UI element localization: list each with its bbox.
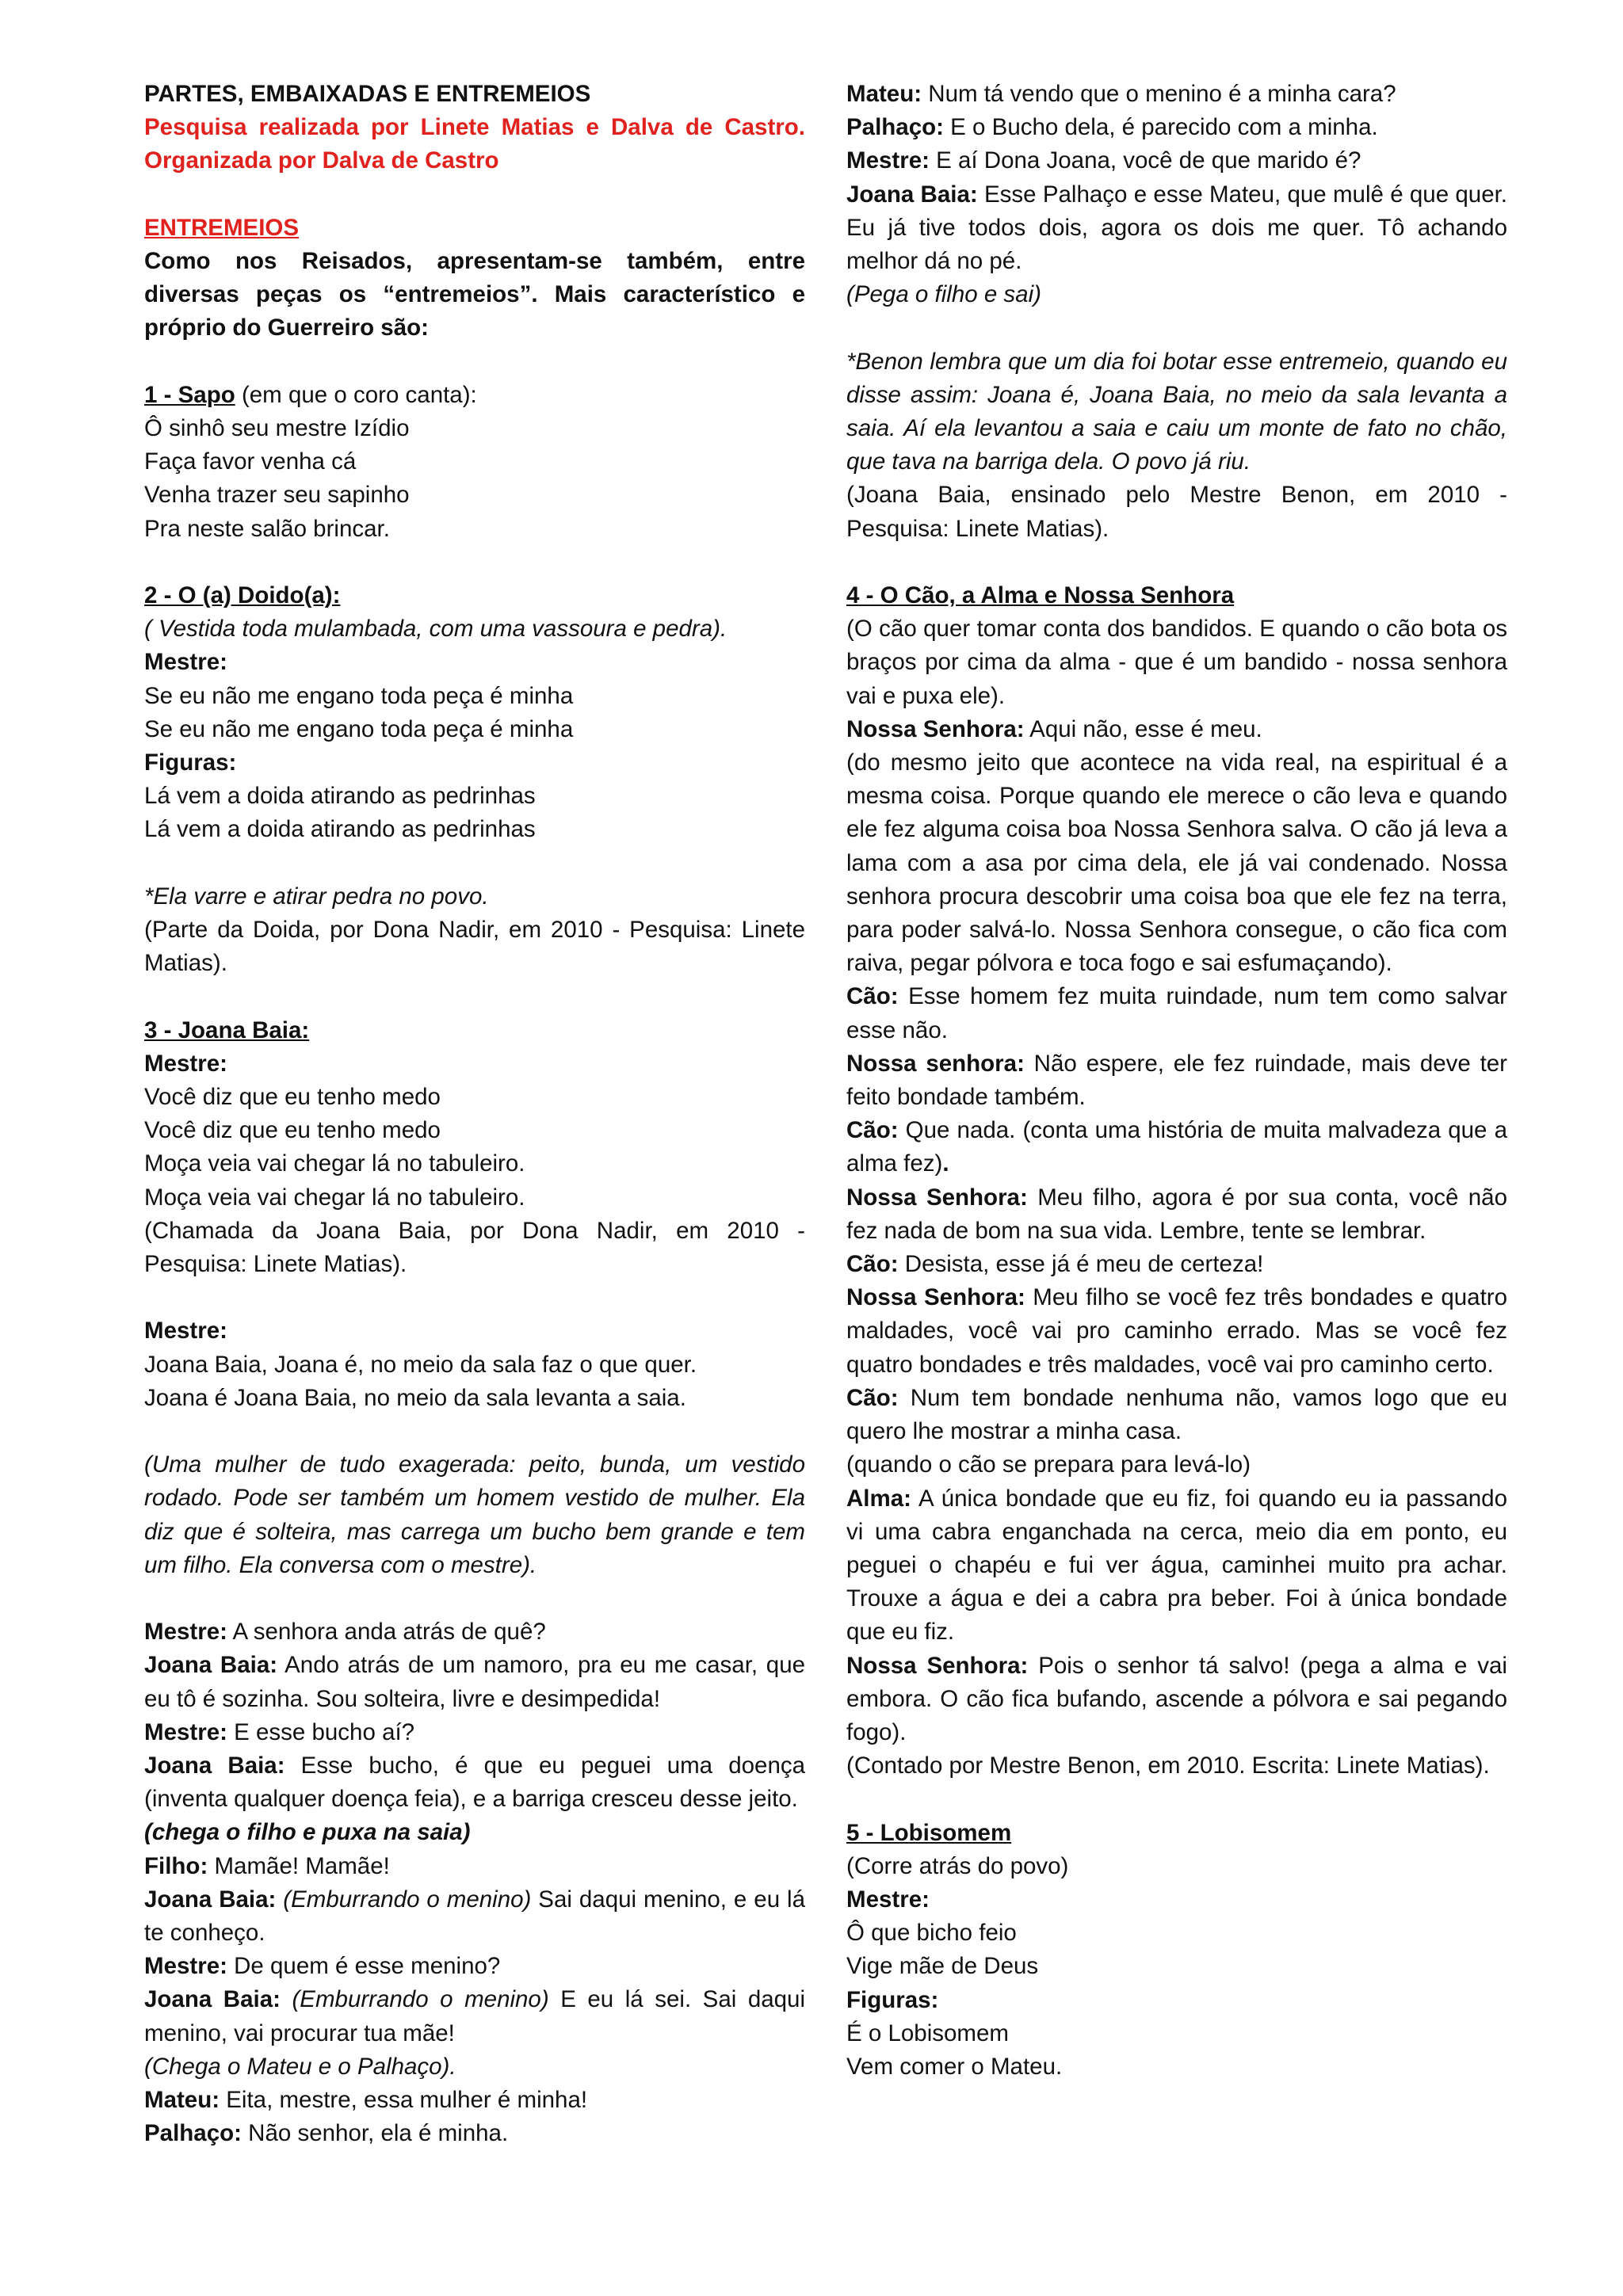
document-title: PARTES, EMBAIXADAS E ENTREMEIOS (144, 81, 591, 107)
sapo-verse-line: Venha trazer seu sapinho (144, 482, 410, 509)
dialogue-text: Esse Palhaço e esse Mateu, que mulê é que quer. Eu já tive todos dois, agora os dois me quer. Tô achando melhor dá no pé. (846, 181, 1508, 275)
speaker-label: Palhaço: (846, 114, 944, 141)
sapo-title-note: (em que o coro canta): (235, 381, 477, 408)
doido-verse-line: Lá vem a doida atirando as pedrinhas (144, 783, 536, 810)
speaker-label: Nossa Senhora: (846, 1184, 1028, 1211)
lobisomem-verse-line: É o Lobisomem (846, 2019, 1009, 2046)
lobisomem-verse-line: Vige mãe de Deus (846, 1953, 1039, 1980)
stage-direction: (chega o filho e puxa na saia) (144, 1819, 471, 1846)
dialogue-line (846, 1114, 1507, 1180)
dialogue-text: E esse bucho aí? (227, 1718, 415, 1745)
speaker-label: Alma: (846, 1485, 911, 1512)
stage-direction: (Chega o Mateu e o Palhaço). (144, 2053, 456, 2080)
speaker-label: Mateu: (144, 2087, 220, 2114)
speaker-label: Joana Baia: (144, 1753, 285, 1779)
joana-mestre-label: Mestre: (144, 1050, 227, 1077)
speaker-label: Mestre: (144, 1619, 227, 1646)
sapo-title: 1 - Sapo (144, 381, 235, 408)
lobisomem-mestre-label: Mestre: (846, 1886, 930, 1913)
lobisomem-verse-line: Vem comer o Mateu. (846, 2053, 1063, 2080)
dialogue-line (144, 1950, 805, 1983)
dialogue-line (846, 1650, 1507, 1750)
dialogue-line (144, 2117, 805, 2150)
doido-costume: ( Vestida toda mulambada, com uma vassoura e pedra). (144, 616, 727, 643)
dialogue-text: Mamãe! Mamãe! (208, 1852, 390, 1879)
speaker-label: Cão: (846, 1384, 899, 1411)
cao-source: (Contado por Mestre Benon, em 2010. Escrita: Linete Matias). (846, 1753, 1490, 1779)
speaker-label: Joana Baia: (144, 1652, 278, 1679)
speaker-label: Mestre: (144, 1953, 227, 1980)
lobisomem-verse-line: Ô que bicho feio (846, 1920, 1017, 1947)
left-column (144, 78, 805, 2150)
stage-direction: (quando o cão se prepara para levá-lo) (846, 1451, 1251, 1478)
dialogue-line (846, 713, 1507, 746)
speaker-label: Nossa Senhora: (846, 715, 1025, 742)
joana-title: 3 - Joana Baia: (144, 1016, 310, 1043)
speaker-label: Joana Baia: (144, 1886, 277, 1913)
speaker-label: Mestre: (846, 147, 930, 174)
lobisomem-title: 5 - Lobisomem (846, 1819, 1012, 1846)
dialogue-line (846, 1047, 1507, 1114)
right-column (846, 78, 1507, 2084)
doido-verse-line: Se eu não me engano toda peça é minha (144, 682, 574, 709)
dialogue-line (846, 111, 1507, 144)
dialogue-line (846, 1281, 1507, 1382)
dialogue-text: Não espere, ele fez ruindade, mais deve ter feito bondade também. (846, 1050, 1507, 1111)
dialogue-line (144, 1850, 805, 1883)
section-heading: ENTREMEIOS (144, 214, 300, 241)
speaker-label: Nossa Senhora: (846, 1284, 1025, 1311)
dialogue-line (846, 78, 1507, 111)
dialogue-line (846, 1181, 1507, 1248)
dialogue-text: Ando atrás de um namoro, pra eu me casar, que eu tô é sozinha. Sou solteira, livre e desimpedida! (144, 1652, 806, 1712)
benon-source: (Joana Baia, ensinado pelo Mestre Benon, em 2010 - Pesquisa: Linete Matias). (846, 482, 1507, 542)
joana-verse-line: Joana Baia, Joana é, no meio da sala faz o que quer. (144, 1351, 697, 1378)
speaker-label: Cão: (846, 1117, 899, 1144)
dialogue-text: E aí Dona Joana, você de que marido é? (929, 147, 1361, 174)
dialogue-line (144, 1983, 805, 2050)
speaker-label: Cão: (846, 983, 899, 1010)
sapo-verse-line: Pra neste salão brincar. (144, 515, 390, 542)
dialogue-text: Esse homem fez muita ruindade, num tem como salvar esse não. (846, 983, 1507, 1043)
joana-verse-line: Moça veia vai chegar lá no tabuleiro. (144, 1184, 525, 1211)
speaker-label: Filho: (144, 1852, 208, 1879)
dialogue-line (846, 1248, 1507, 1281)
doido-title: 2 - O (a) Doido(a): (144, 582, 341, 608)
sapo-verse-line: Ô sinhô seu mestre Izídio (144, 415, 410, 441)
dialogue-text: Não senhor, ela é minha. (241, 2120, 509, 2147)
section-intro: Como nos Reisados, apresentam-se também, entre diversas peças os “entremeios”. Mais característico e próprio do Guerreiro são: (144, 248, 805, 341)
dialogue-line (846, 1482, 1507, 1650)
dialogue-line (846, 178, 1507, 279)
dialogue-text: E eu lá sei. Sai daqui menino, vai procurar tua mãe! (144, 1986, 806, 2046)
cao-title: 4 - O Cão, a Alma e Nossa Senhora (846, 582, 1235, 609)
joana-description: (Uma mulher de tudo exagerada: peito, bunda, um vestido rodado. Pode ser também um homem vestido de mulher. Ela diz que é solteira, mas carrega um bucho bem grande e tem um filho. Ela conversa com o mestre). (144, 1451, 805, 1578)
dialogue-text: De quem é esse menino? (227, 1953, 501, 1980)
dialogue-text: Desista, esse já é meu de certeza! (898, 1251, 1264, 1278)
dialogue-text: Num tá vendo que o menino é a minha cara? (922, 81, 1396, 107)
joana-verse-line: Moça veia vai chegar lá no tabuleiro. (144, 1150, 525, 1177)
research-credit: Pesquisa realizada por Linete Matias e Dalva de Castro. Organizada por Dalva de Castro (144, 114, 805, 174)
stage-direction: (Pega o filho e sai) (846, 281, 1041, 308)
dialogue-text: E o Bucho dela, é parecido com a minha. (943, 114, 1378, 141)
speaker-label: Nossa senhora: (846, 1050, 1025, 1077)
dialogue-line (144, 1615, 805, 1649)
dialogue-text: Meu filho, agora é por sua conta, você não fez nada de bom na sua vida. Lembre, tente se lembrar. (846, 1184, 1507, 1244)
dialogue-line (144, 1649, 805, 1715)
dialogue-text: Esse bucho, é que eu peguei uma doença (inventa qualquer doença feia), e a barriga cresceu desse jeito. (144, 1753, 806, 1813)
cao-explanation: (do mesmo jeito que acontece na vida real, na espiritual é a mesma coisa. Porque quando ele merece o cão leva e quando ele fez alguma coisa boa Nossa Senhora salva. O cão já leva a lama com a asa por cima dela, ele já vai condenado. Nossa senhora procura descobrir uma coisa boa que ele fez na terra, para poder salvá-lo. Nossa Senhora consegue, o cão fica com raiva, pegar pólvora e toca fogo e sai esfumaçando). (846, 749, 1507, 977)
speaker-label: Joana Baia: (144, 1986, 281, 2013)
sapo-heading (144, 379, 805, 412)
dialogue-line (846, 1382, 1507, 1448)
cao-intro: (O cão quer tomar conta dos bandidos. E quando o cão bota os braços por cima da alma - que é um bandido - nossa senhora vai e puxa ele). (846, 616, 1507, 709)
dialogue-line (846, 144, 1507, 177)
dialogue-text: Que nada. (conta uma história de muita malvadeza que a alma fez) (846, 1117, 1507, 1177)
dialogue-text: Num tem bondade nenhuma não, vamos logo que eu quero lhe mostrar a minha casa. (846, 1384, 1507, 1445)
speaker-label: Mestre: (144, 1718, 227, 1745)
dialogue-end: . (942, 1150, 949, 1177)
joana-chamada-source: (Chamada da Joana Baia, por Dona Nadir, em 2010 - Pesquisa: Linete Matias). (144, 1217, 805, 1278)
dialogue-line (144, 1749, 805, 1816)
dialogue-line (144, 1883, 805, 1950)
doido-note: *Ela varre e atirar pedra no povo. (144, 883, 489, 910)
lobisomem-figuras-label: Figuras: (846, 1986, 939, 2013)
dialogue-aside: (Emburrando o menino) (276, 1886, 532, 1913)
dialogue-line (144, 2084, 805, 2117)
dialogue-text: Eita, mestre, essa mulher é minha! (220, 2087, 588, 2114)
dialogue-text: Aqui não, esse é meu. (1024, 715, 1262, 742)
dialogue-text: A única bondade que eu fiz, foi quando eu ia passando vi uma cabra enganchada na cerca, meio dia em ponto, eu peguei o chapéu e fui ver água, caminhei muito pra achar. Trouxe a água e dei a cabra pra beber. Foi à única bondade que eu fiz. (846, 1485, 1507, 1646)
speaker-label: Joana Baia: (846, 181, 978, 208)
doido-verse-line: Se eu não me engano toda peça é minha (144, 715, 574, 742)
dialogue-text: Pois o senhor tá salvo! (pega a alma e vai embora. O cão fica bufando, ascende a pólvora e sai pegando fogo). (846, 1652, 1507, 1745)
dialogue-line (846, 980, 1507, 1047)
stage-direction: (Corre atrás do povo) (846, 1852, 1069, 1879)
doido-figuras-label: Figuras: (144, 749, 237, 776)
joana-verse-line: Você diz que eu tenho medo (144, 1117, 441, 1144)
speaker-label: Mateu: (846, 81, 922, 107)
doido-source: (Parte da Doida, por Dona Nadir, em 2010 - Pesquisa: Linete Matias). (144, 917, 805, 977)
benon-note: *Benon lembra que um dia foi botar esse entremeio, quando eu disse assim: Joana é, Joana Baia, no meio da sala levanta a saia. Aí ela levantou a saia e caiu um monte de fato no chão, que tava na barriga dela. O povo já riu. (846, 348, 1507, 475)
dialogue-line (144, 1716, 805, 1749)
speaker-label: Nossa Senhora: (846, 1652, 1029, 1679)
dialogue-text: Sai daqui menino, e eu lá te conheço. (144, 1886, 806, 1947)
speaker-label: Palhaço: (144, 2120, 242, 2147)
dialogue-text: Meu filho se você fez três bondades e quatro maldades, você vai pro caminho errado. Mas se você fez quatro bondades e três maldades, você vai pro caminho certo. (846, 1284, 1507, 1378)
sapo-verse-line: Faça favor venha cá (144, 448, 357, 475)
joana-mestre2-label: Mestre: (144, 1318, 227, 1344)
speaker-label: Cão: (846, 1251, 899, 1278)
doido-mestre-label: Mestre: (144, 649, 227, 676)
doido-verse-line: Lá vem a doida atirando as pedrinhas (144, 816, 536, 843)
dialogue-text: A senhora anda atrás de quê? (227, 1619, 546, 1646)
joana-verse-line: Você diz que eu tenho medo (144, 1084, 441, 1111)
joana-verse-line: Joana é Joana Baia, no meio da sala levanta a saia. (144, 1384, 686, 1411)
dialogue-aside: (Emburrando o menino) (280, 1986, 549, 2013)
